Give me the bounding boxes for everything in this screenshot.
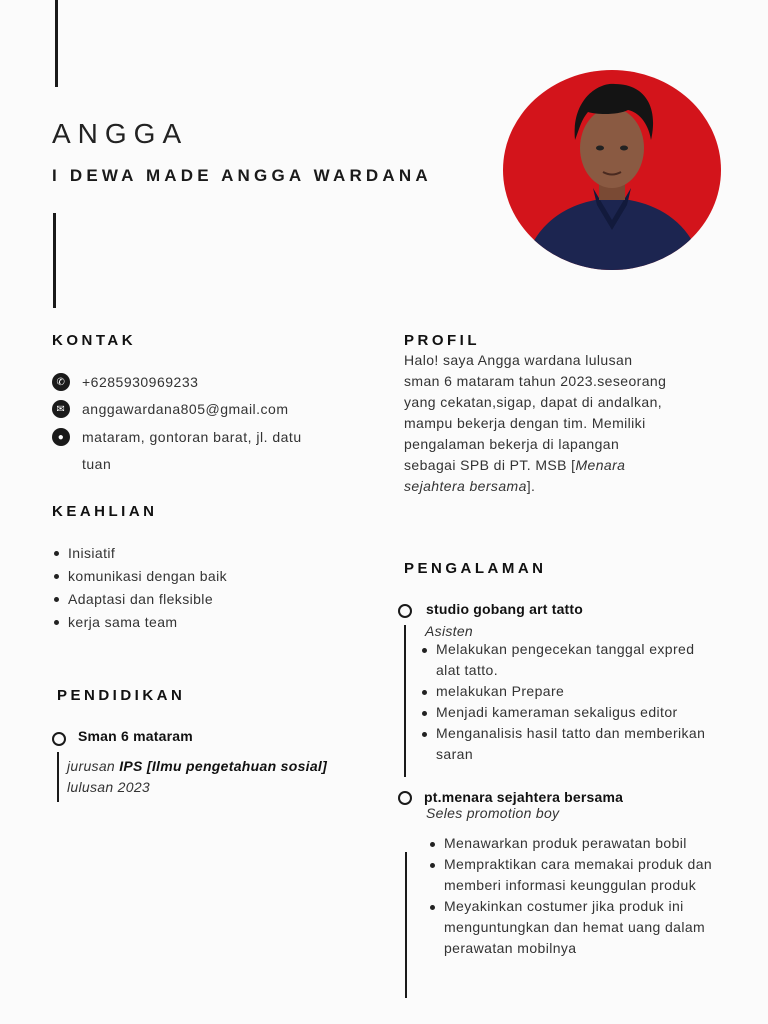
job-duty: Menganalisis hasil tatto dan memberikan saran: [420, 723, 710, 765]
profile-line: mampu bekerja dengan tim. Memiliki: [404, 415, 646, 431]
job-duty: Melakukan pengecekan tanggal expred alat tatto.: [420, 639, 710, 681]
address-line-2: tuan: [82, 456, 112, 472]
contact-email-row: [52, 400, 289, 423]
full-name: I DEWA MADE ANGGA WARDANA: [52, 166, 432, 185]
education-major-prefix: jurusan: [67, 758, 116, 774]
skills-list: [52, 542, 227, 634]
skill-item: Inisiatif: [52, 542, 227, 565]
skill-item: komunikasi dengan baik: [52, 565, 227, 588]
short-name: ANGGA: [52, 118, 189, 149]
job-duty: melakukan Prepare: [420, 681, 710, 702]
profile-line: [404, 455, 666, 476]
location-icon: ●: [52, 428, 70, 446]
mid-accent-bar: [53, 213, 56, 308]
skills-title: KEAHLIAN: [52, 503, 158, 520]
job-timeline-dot: [398, 604, 412, 618]
top-accent-bar: [55, 0, 58, 87]
experience-title: PENGALAMAN: [404, 560, 547, 577]
profile-line: Halo! saya Angga wardana lulusan: [404, 352, 633, 368]
address-line-1: mataram, gontoran barat, jl. datu: [82, 429, 302, 445]
profile-line-7-italic: sejahtera bersama: [404, 478, 527, 494]
phone-icon: ✆: [52, 373, 70, 391]
email-text[interactable]: anggawardana805@gmail.com: [82, 401, 289, 417]
profile-line: pengalaman bekerja di lapangan: [404, 436, 620, 452]
profile-title: PROFIL: [404, 332, 480, 349]
education-details: [67, 756, 327, 798]
job-timeline-line: [404, 625, 406, 777]
phone-text[interactable]: +6285930969233: [82, 374, 199, 390]
contact-title: KONTAK: [52, 332, 137, 349]
education-timeline-line: [57, 752, 59, 802]
profile-line: yang cekatan,sigap, dapat di andalkan,: [404, 394, 663, 410]
job-company: studio gobang art tatto: [426, 601, 584, 617]
job-timeline-dot: [398, 791, 412, 805]
contact-phone-row: [52, 373, 198, 396]
education-school: Sman 6 mataram: [78, 728, 193, 744]
person-portrait-icon: [503, 70, 721, 270]
profile-line: [404, 476, 666, 497]
education-major: IPS [Ilmu pengetahuan sosial]: [119, 758, 328, 774]
job-role: Seles promotion boy: [426, 805, 560, 821]
job-timeline-line: [405, 852, 407, 998]
job-duty: Menawarkan produk perawatan bobil: [428, 833, 718, 854]
job-duty: Mempraktikan cara memakai produk dan memberi informasi keunggulan produk: [428, 854, 718, 896]
job-company: pt.menara sejahtera bersama: [424, 789, 624, 805]
job-duty: Meyakinkan costumer jika produk ini menguntungkan dan hemat uang dalam perawatan mobilnya: [428, 896, 718, 959]
profile-line-6-prefix: sebagai SPB di PT. MSB [: [404, 457, 576, 473]
job-duties-list: [428, 833, 718, 959]
profile-line-6-italic: Menara: [575, 457, 626, 473]
contact-address-row: [52, 428, 302, 478]
education-timeline-dot: [52, 732, 66, 746]
education-title: PENDIDIKAN: [57, 687, 186, 704]
address-text: [82, 424, 302, 478]
profile-text: [404, 350, 666, 497]
skill-item: Adaptasi dan fleksible: [52, 588, 227, 611]
profile-photo: [503, 70, 721, 270]
education-graduation: lulusan 2023: [67, 779, 150, 795]
email-icon: ✉: [52, 400, 70, 418]
job-duties-list: [420, 639, 710, 765]
profile-line-7-suffix: ].: [526, 478, 536, 494]
job-role: Asisten: [425, 623, 474, 639]
profile-line: sman 6 mataram tahun 2023.seseorang: [404, 373, 667, 389]
skill-item: kerja sama team: [52, 611, 227, 634]
job-duty: Menjadi kameraman sekaligus editor: [420, 702, 710, 723]
